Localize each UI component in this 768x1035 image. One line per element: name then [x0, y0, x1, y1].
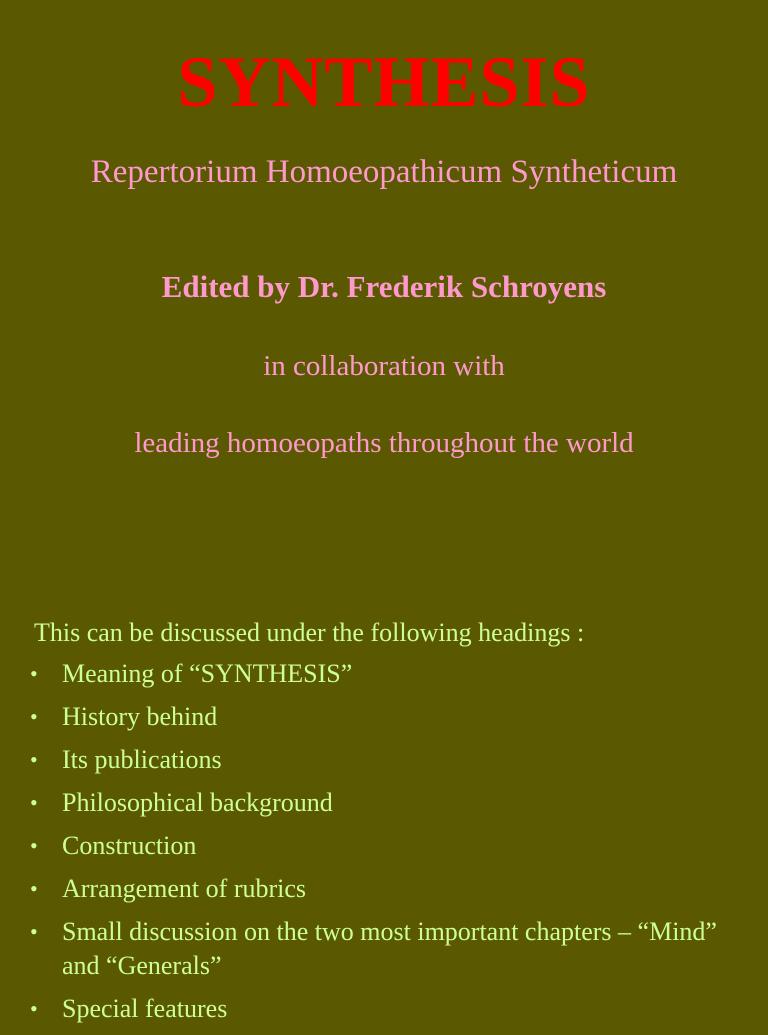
list-item — [30, 992, 750, 1026]
leading-homoeopaths-line: leading homoeopaths throughout the world — [134, 427, 634, 459]
headings-list — [30, 657, 750, 1035]
bullet-icon: • — [30, 704, 38, 729]
bullet-icon: • — [30, 996, 38, 1021]
bullet-icon: • — [30, 790, 38, 815]
collaboration-line: in collaboration with — [263, 350, 505, 382]
list-item — [30, 915, 750, 983]
headings-intro: This can be discussed under the following headings : — [34, 618, 585, 647]
list-item — [30, 872, 750, 906]
slide-subtitle: Repertorium Homoeopathicum Syntheticum — [90, 154, 678, 190]
list-item-text: Special features — [62, 994, 228, 1023]
list-item-text: Meaning of “SYNTHESIS” — [62, 659, 353, 688]
list-item — [30, 829, 750, 863]
bullet-icon: • — [30, 747, 38, 772]
bullet-icon: • — [30, 661, 38, 686]
list-item-text: Its publications — [62, 745, 222, 774]
list-item — [30, 700, 750, 734]
list-item-text: Philosophical background — [62, 788, 333, 817]
list-item-text: Arrangement of rubrics — [62, 874, 307, 903]
bullet-icon: • — [30, 833, 38, 858]
list-item — [30, 657, 750, 691]
bullet-icon: • — [30, 919, 38, 944]
list-item-text: Small discussion on the two most important chapters – “Mind” and “Generals” — [62, 917, 717, 980]
list-item — [30, 786, 750, 820]
bullet-icon: • — [30, 876, 38, 901]
slide-title: SYNTHESIS — [177, 42, 591, 122]
editor-line: Edited by Dr. Frederik Schroyens — [161, 269, 607, 304]
list-item-text: History behind — [62, 702, 218, 731]
list-item-text: Construction — [62, 831, 197, 860]
list-item — [30, 743, 750, 777]
